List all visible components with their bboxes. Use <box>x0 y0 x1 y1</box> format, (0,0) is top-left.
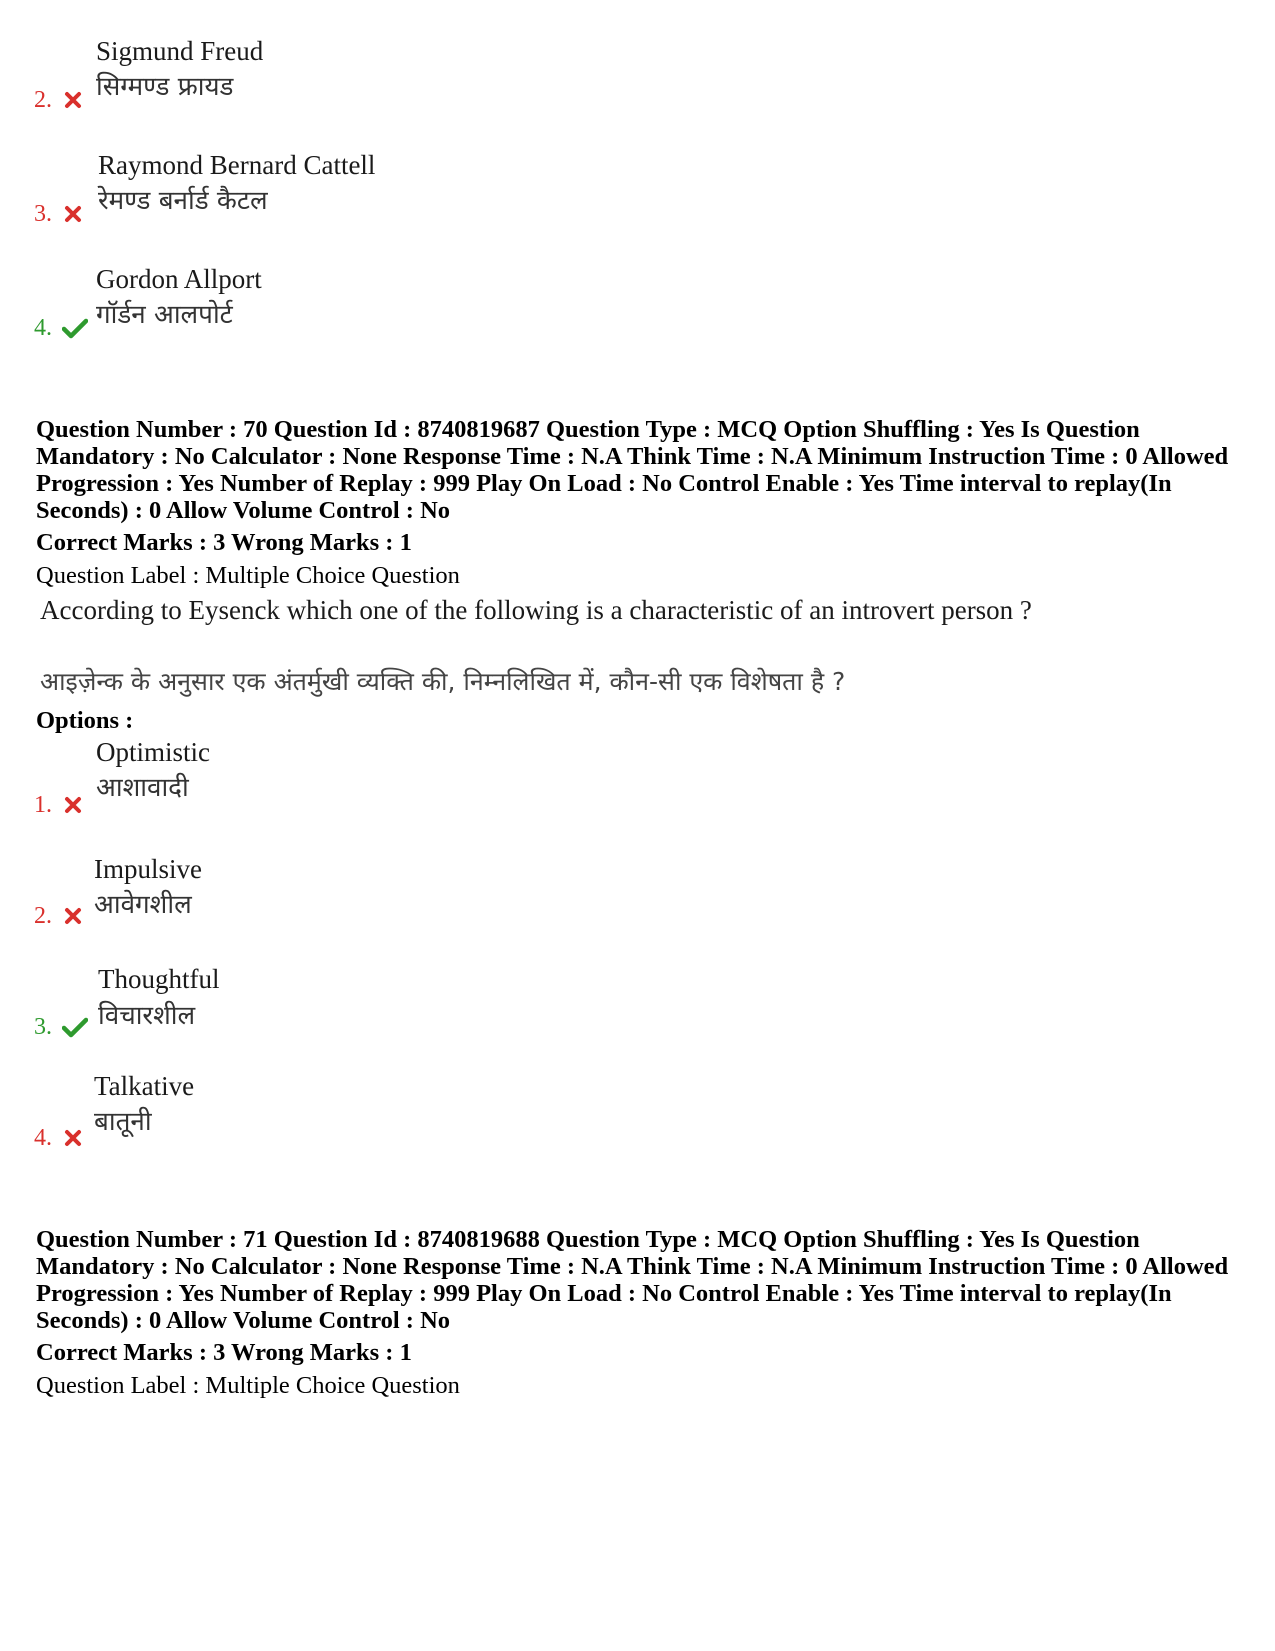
question-label: Question Label : Multiple Choice Question <box>36 1372 460 1399</box>
question-marks: Correct Marks : 3 Wrong Marks : 1 <box>36 1339 412 1366</box>
question-marks: Correct Marks : 3 Wrong Marks : 1 <box>36 529 412 556</box>
cross-icon <box>62 1127 84 1149</box>
option-text-en: Optimistic <box>96 737 210 767</box>
option-number-label: 2. <box>34 903 52 929</box>
option-number-label: 3. <box>34 1014 52 1040</box>
cross-icon <box>62 89 84 111</box>
option-text-hi: आशावादी <box>96 773 189 803</box>
option-text-hi: बातूनी <box>94 1107 152 1137</box>
option-number-label: 2. <box>34 87 52 113</box>
option-text-hi: रेमण्ड बर्नार्ड कैटल <box>98 186 268 216</box>
question-metadata: Question Number : 71 Question Id : 8740819688 Question Type : MCQ Option Shuffling : Yes Is Question Mandatory : No Calculator : None Response Time : N.A Think Time : N.A Minimum Instruction Time : 0 Allowed Progression : Yes Number of Replay : 999 Play On Load : No Control Enable : Yes Time interval to replay(In Seconds) : 0 Allow Volume Control : No <box>36 1226 1229 1334</box>
option-text-hi: आवेगशील <box>94 890 192 920</box>
option-text-en: Sigmund Freud <box>96 36 264 66</box>
option-text-hi: विचारशील <box>98 1001 196 1031</box>
check-icon <box>62 317 84 339</box>
option-text-en: Talkative <box>94 1071 195 1101</box>
option-text-en: Gordon Allport <box>96 264 262 294</box>
option-text-en: Impulsive <box>94 854 202 884</box>
question-text-en: According to Eysenck which one of the following is a characteristic of an introvert person ? <box>40 595 1032 625</box>
option-text-hi: गॉर्डन आलपोर्ट <box>96 300 233 330</box>
option-number-label: 3. <box>34 201 52 227</box>
option-number <box>34 314 84 342</box>
option-number-label: 4. <box>34 1125 52 1151</box>
option-number-label: 4. <box>34 315 52 341</box>
option-number <box>34 902 84 930</box>
question-text-hi: आइज़ेन्क के अनुसार एक अंतर्मुखी व्यक्ति की, निम्नलिखित में, कौन-सी एक विशेषता है ? <box>40 667 846 696</box>
option-number <box>34 1013 84 1041</box>
options-label: Options : <box>36 707 134 734</box>
option-number-label: 1. <box>34 792 52 818</box>
option-text-en: Raymond Bernard Cattell <box>98 150 376 180</box>
cross-icon <box>62 794 84 816</box>
option-text-hi: सिग्मण्ड फ्रायड <box>96 72 234 102</box>
question-metadata: Question Number : 70 Question Id : 8740819687 Question Type : MCQ Option Shuffling : Yes Is Question Mandatory : No Calculator : None Response Time : N.A Think Time : N.A Minimum Instruction Time : 0 Allowed Progression : Yes Number of Replay : 999 Play On Load : No Control Enable : Yes Time interval to replay(In Seconds) : 0 Allow Volume Control : No <box>36 416 1229 524</box>
cross-icon <box>62 905 84 927</box>
question-label: Question Label : Multiple Choice Question <box>36 562 460 589</box>
check-icon <box>62 1016 84 1038</box>
option-text-en: Thoughtful <box>98 964 220 994</box>
option-number <box>34 86 84 114</box>
option-number <box>34 200 84 228</box>
option-number <box>34 1124 84 1152</box>
cross-icon <box>62 203 84 225</box>
option-number <box>34 791 84 819</box>
